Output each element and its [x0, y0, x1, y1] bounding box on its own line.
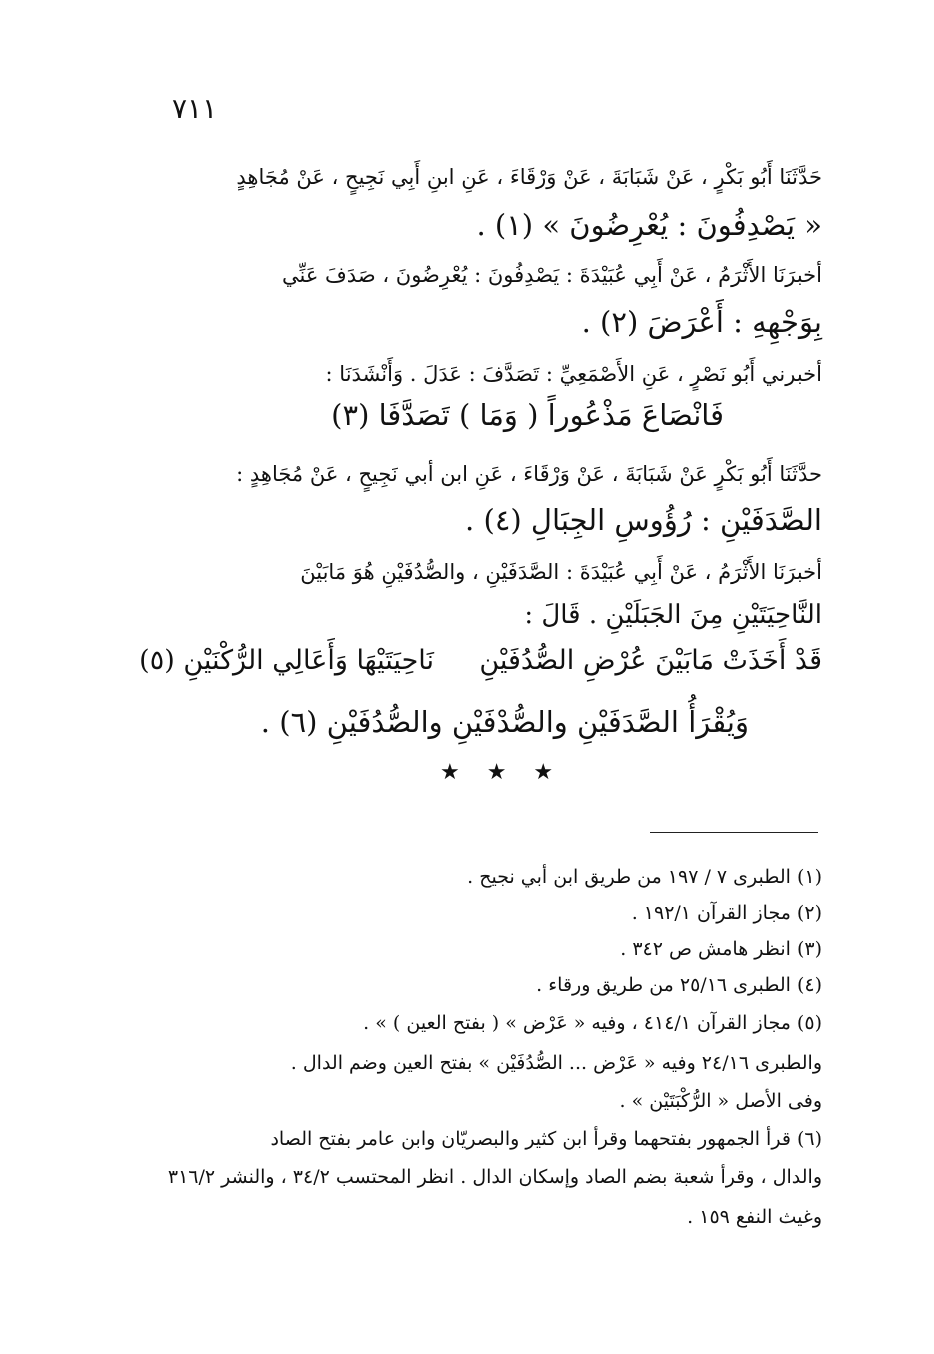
verse-hemistich: نَاحِيَتَيْهَا وَأَعَالِي الرُّكْنَيْنِ (٥) [139, 645, 434, 676]
body-line: الصَّدَفَيْنِ : رُؤُوسِ الجِبَالِ (٤) . [465, 503, 822, 537]
footnote: وغيث النفع ١٥٩ . [687, 1206, 822, 1228]
footnote-separator [650, 832, 818, 833]
footnote: (٦) قرأ الجمهور بفتحهما وقرأ ابن كثير والبصريّان وابن عامر بفتح الصاد [270, 1128, 822, 1150]
body-line: حَدَّثَنَا أَبُو بَكْرٍ ، عَنْ شَبَابَةَ ، عَنْ وَرْقَاءَ ، عَنِ ابنِ أَبِي نَجِيحٍ ، عَنْ مُجَاهِدٍ [236, 165, 822, 189]
verse-hemistich: قَدْ أَخَذَتْ مَابَيْنَ عُرْضِ الصُّدُفَيْنِ [479, 645, 822, 676]
section-divider-stars: ★ ★ ★ [440, 760, 564, 785]
body-line: أخبرني أَبُو نَصْرٍ ، عَنِ الأَصْمَعِيِّ : تَصَدَّفَ : عَدَلَ . وَأَنْشَدَنَا : [325, 362, 822, 386]
body-line: حدَّثَنَا أَبُو بَكْرٍ عَنْ شَبَابَةَ ، عَنْ وَرْقَاءَ ، عَنِ ابن أبي نَجِيحٍ ، عَنْ مُجَاهِدٍ : [236, 462, 822, 486]
verse-line: فَانْصَاعَ مَذْعُوراً ( وَمَا ) تَصَدَّفَا (٣) [331, 398, 724, 432]
footnote: (٢) مجاز القرآن ١٩٢/١ . [631, 902, 822, 924]
footnote: وفى الأصل « الرُّكْبَتَيْن » . [619, 1090, 822, 1112]
footnote: والطبرى ٢٤/١٦ وفيه « عَرْض ... الصُّدُفَيْن » بفتح العين وضم الدال . [290, 1052, 822, 1074]
footnote: والدال ، وقرأ شعبة بضم الصاد وإسكان الدال . انظر المحتسب ٣٤/٢ ، والنشر ٣١٦/٢ [167, 1166, 822, 1188]
footnote: (٣) انظر هامش ص ٣٤٢ . [620, 938, 822, 960]
body-line: « يَصْدِفُونَ : يُعْرِضُونَ » (١) . [476, 208, 822, 242]
body-line: النَّاحِيَتَيْنِ مِنَ الجَبَلَيْنِ . قَالَ : [524, 600, 822, 630]
body-line: وَيُقْرَأُ الصَّدَفَيْنِ والصُّدْفَيْنِ والصُّدُفَيْنِ (٦) . [260, 705, 749, 739]
page-number: ٧١١ [172, 92, 218, 125]
body-line: أخبرَنَا الأَثْرَمُ ، عَنْ أَبِي عُبَيْدَةَ : الصَّدَفَيْنِ ، والصُّدُفَيْنِ هُوَ مَابَيْنَ [300, 560, 822, 584]
footnote: (٥) مجاز القرآن ٤١٤/١ ، وفيه « عَرْض » ( بفتح العين ) » . [363, 1012, 822, 1034]
footnote: (٤) الطبرى ٢٥/١٦ من طريق ورقاء . [536, 974, 822, 996]
body-line: بِوَجْهِهِ : أَعْرَضَ (٢) . [581, 305, 822, 339]
body-line: أخبرَنَا الأَثْرَمُ ، عَنْ أَبِي عُبَيْدَةَ : يَصْدِفُونَ : يُعْرِضُونَ ، صَدَفَ عَنِّي [281, 263, 822, 287]
footnote: (١) الطبرى ٧ / ١٩٧ من طريق ابن أبي نجيح . [467, 866, 822, 888]
